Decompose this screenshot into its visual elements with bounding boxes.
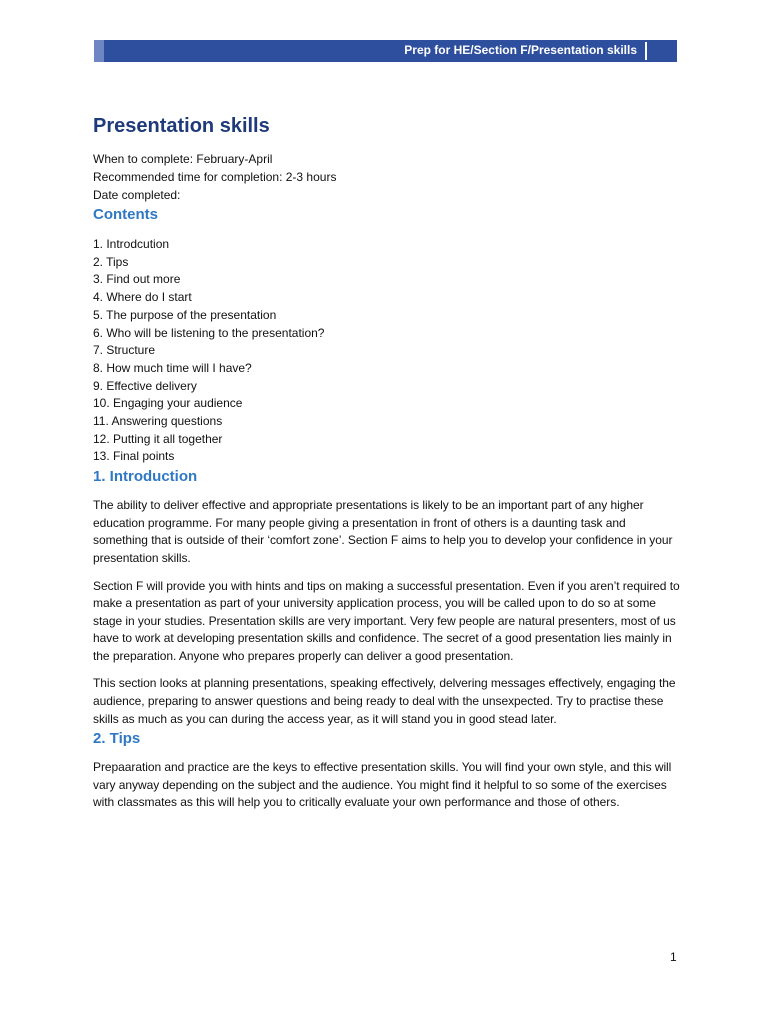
page-header-bar: [94, 40, 677, 62]
meta-date: Date completed:: [93, 188, 181, 202]
meta-block: [93, 150, 683, 204]
contents-item: 11. Answering questions: [93, 414, 223, 429]
contents-item: 8. How much time will I have?: [93, 360, 252, 375]
contents-item: 9. Effective delivery: [93, 378, 197, 393]
tips-heading: 2. Tips: [93, 730, 141, 748]
meta-when: When to complete: February-April: [93, 152, 273, 166]
contents-list: [93, 236, 683, 466]
introduction-paragraph: This section looks at planning presentations, speaking effectively, delvering messages effectively, engaging the audience, preparing to answer questions and being ready to deal with the unsexpected. Try to practise these skills as much as you can during the access year, as it will stand you in good stead later.: [93, 676, 676, 726]
contents-item: 4. Where do I start: [93, 290, 192, 305]
introduction-heading: 1. Introduction: [93, 468, 198, 486]
contents-item: 3. Find out more: [93, 272, 181, 287]
contents-heading: Contents: [93, 206, 158, 223]
header-divider: [645, 42, 647, 60]
introduction-paragraph: The ability to deliver effective and appropriate presentations is likely to be an important part of any higher education programme. For many people giving a presentation in front of others is a daunting task and something that is outside of their ‘comfort zone’. Section F aims to help you to develop your confidence in your presentation skills.: [93, 498, 673, 565]
header-breadcrumb: Prep for HE/Section F/Presentation skills: [404, 43, 637, 57]
introduction-paragraph: Section F will provide you with hints and tips on making a successful presentation. Even if you aren’t required to make a presentation as part of your university application process, you will be called upon to do so at some stage in your studies. Presentation skills are very important. Very few people are natural presenters, most of us have to work at developing presentation skills and confidence. The secret of a good presentation lies mainly in the preparation. Anyone who prepares properly can deliver a good presentation.: [93, 578, 680, 663]
contents-item: 12. Putting it all together: [93, 431, 223, 446]
page-number: 1: [670, 950, 677, 964]
document-body: [93, 112, 683, 812]
contents-item: 7. Structure: [93, 343, 156, 358]
tips-paragraph: Prepaaration and practice are the keys to effective presentation skills. You will find your own style, and this will vary anyway depending on the subject and the audience. You might find it helpful to so some of the exercises with classmates as this will help you to critically evaluate your own performance and those of others.: [93, 760, 672, 810]
contents-item: 5. The purpose of the presentation: [93, 307, 277, 322]
contents-item: 10. Engaging your audience: [93, 396, 243, 411]
contents-item: 1. Introdcution: [93, 237, 170, 251]
contents-item: 13. Final points: [93, 449, 175, 464]
contents-item: 2. Tips: [93, 254, 129, 269]
page-title: Presentation skills: [93, 115, 270, 137]
meta-time: Recommended time for completion: 2-3 hours: [93, 170, 337, 184]
contents-item: 6. Who will be listening to the presentation?: [93, 325, 325, 340]
